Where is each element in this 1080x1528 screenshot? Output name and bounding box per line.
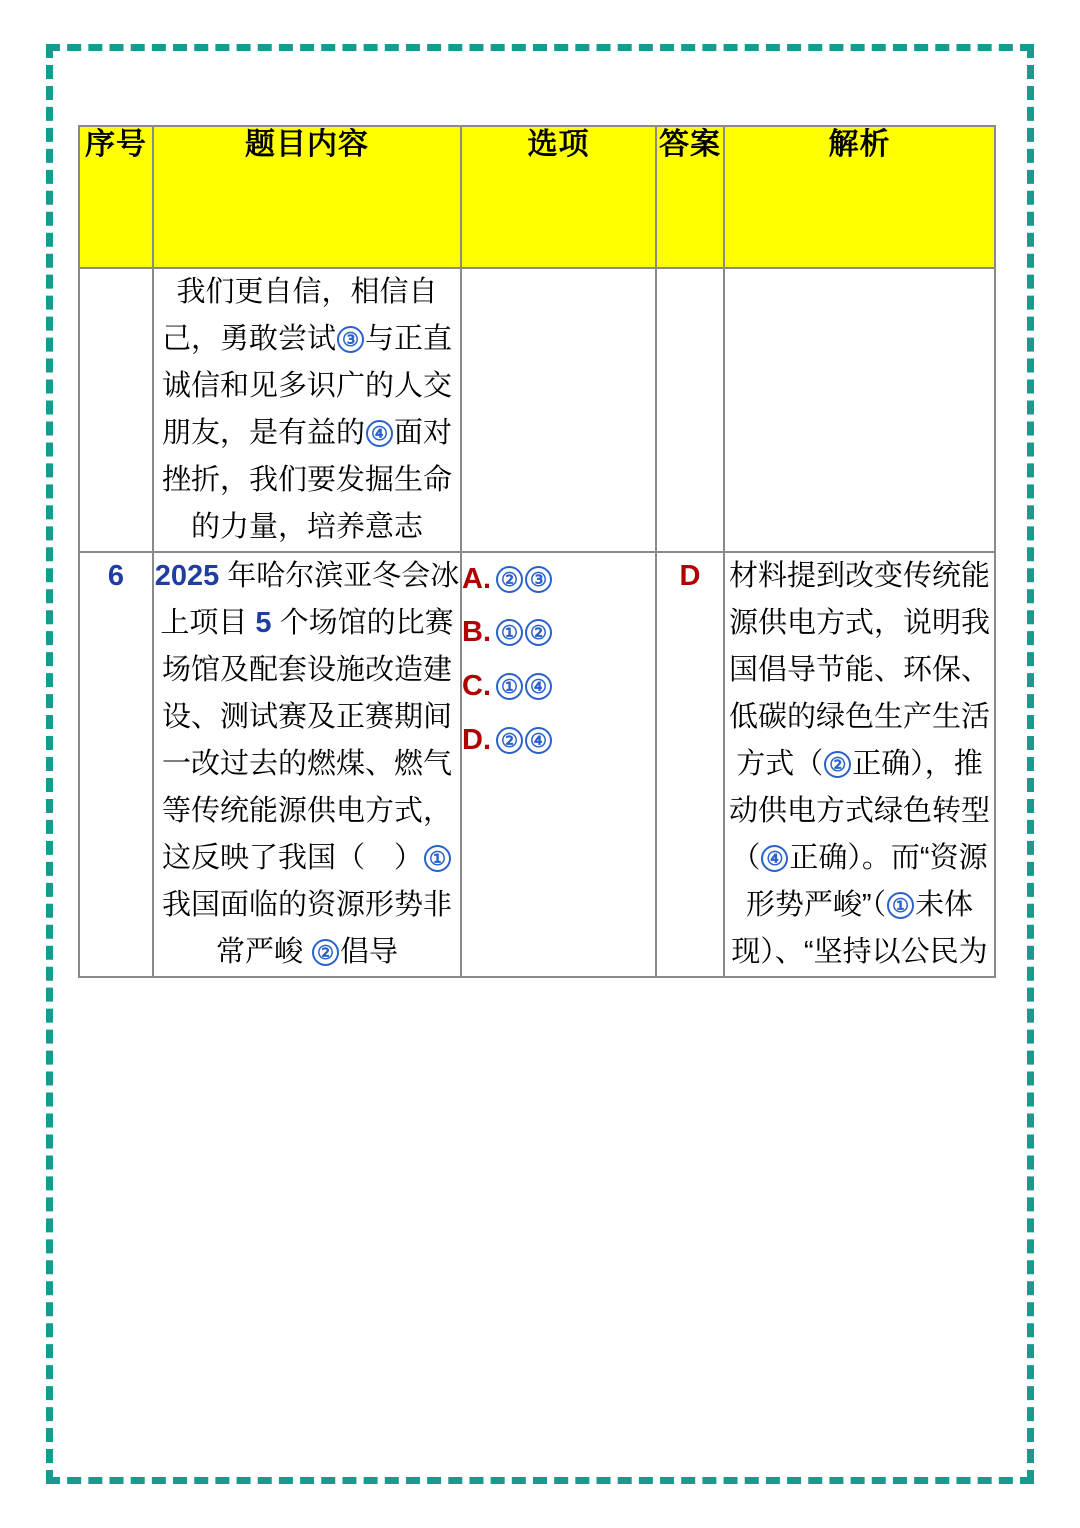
circled-number-1: ① [496, 673, 523, 700]
content-text-part: 个场馆的比赛场馆及配套设施改造建设、测试赛及正赛期间一改过去的燃煤、燃气等传统能源供电方式，这反映了我国（ ） [161, 606, 454, 874]
row-answer: D [656, 552, 724, 977]
option-d [462, 714, 655, 768]
circled-number-1: ① [496, 619, 523, 646]
analysis-text-part: 未体现）、“坚持以公民为 [731, 888, 988, 968]
circled-number-3: ③ [525, 566, 552, 593]
row-content [153, 552, 461, 977]
row-number [79, 268, 153, 552]
circled-number-2: ② [312, 939, 339, 966]
content-text-part: 与正直诚信和见多识广的人交朋友，是有益的 [161, 322, 453, 449]
table-row [79, 552, 995, 977]
content-text-part: 面对挫折，我们要发掘生命的力量，培养意志 [161, 416, 453, 543]
option-a [462, 553, 655, 607]
analysis-text-part: 材料提到改变传统能源供电方式，说明我国倡导节能、环保、低碳的绿色生产生活方式（ [728, 559, 990, 780]
circled-number-4: ④ [761, 845, 788, 872]
row-options [461, 552, 656, 977]
circled-number-4: ④ [525, 673, 552, 700]
row-options [461, 268, 656, 552]
content-year: 2025 [154, 559, 220, 592]
question-table [78, 125, 996, 978]
option-b-letter: B. [462, 616, 491, 649]
row-analysis [724, 552, 995, 977]
circled-number-4: ④ [366, 420, 393, 447]
analysis-text-part: 正确），推动供电方式绿色转型（ [728, 747, 990, 874]
option-a-letter: A. [462, 562, 491, 595]
header-answer: 答案 [656, 126, 724, 268]
content-text-part: 我们更自信，相信自己，勇敢尝试 [161, 276, 438, 355]
header-analysis: 解析 [724, 126, 995, 268]
option-d-letter: D. [462, 723, 491, 756]
circled-number-1: ① [424, 845, 451, 872]
row-analysis [724, 268, 995, 552]
header-no: 序号 [79, 126, 153, 268]
table-row [79, 268, 995, 552]
content-text-part: 我国面临的资源形势非常严峻 [161, 888, 452, 968]
circled-number-2: ② [824, 751, 851, 778]
option-c-letter: C. [462, 670, 491, 703]
option-b [462, 606, 655, 660]
circled-number-1: ① [887, 892, 914, 919]
question-table-container [78, 125, 994, 978]
content-text-part: 倡导 [340, 935, 399, 968]
table-header-row [79, 126, 995, 268]
header-options: 选项 [461, 126, 656, 268]
header-content: 题目内容 [153, 126, 461, 268]
row-content [153, 268, 461, 552]
content-venue-count: 5 [255, 606, 272, 639]
circled-number-4: ④ [525, 727, 552, 754]
row-number: 6 [79, 552, 153, 977]
circled-number-2: ② [496, 727, 523, 754]
circled-number-3: ③ [337, 326, 364, 353]
option-c [462, 660, 655, 714]
analysis-text-part: 正确）。而“资源形势严峻”（ [745, 841, 988, 921]
circled-number-2: ② [496, 566, 523, 593]
content-text-part: 年哈尔滨亚冬会冰上项目 [160, 559, 460, 639]
circled-number-2: ② [525, 619, 552, 646]
row-answer [656, 268, 724, 552]
